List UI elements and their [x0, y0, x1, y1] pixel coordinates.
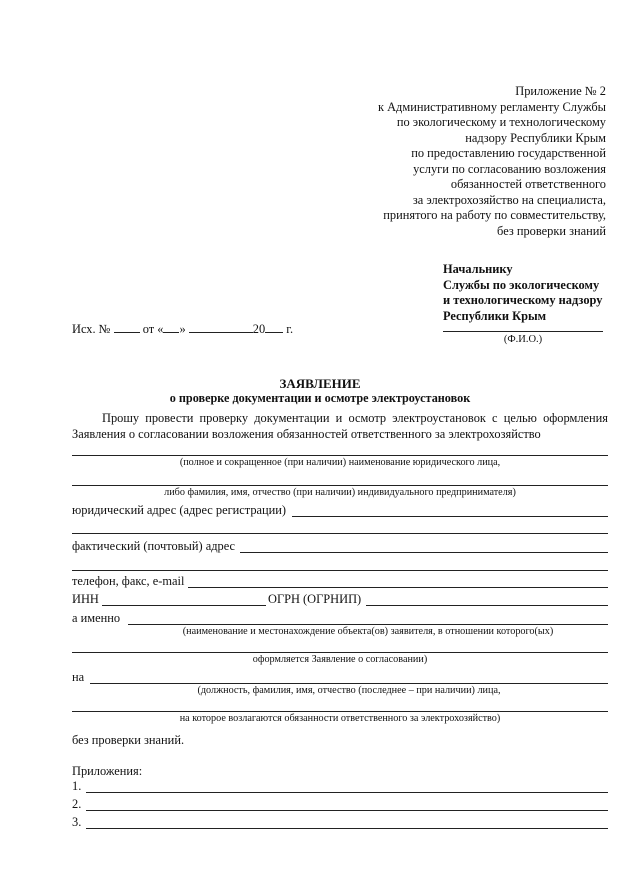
caption-name-2: либо фамилия, имя, отчество (при наличии) индивидуального предпринимателя) [164, 487, 516, 498]
inn-field[interactable] [102, 605, 266, 606]
annex-field-3[interactable] [86, 828, 608, 829]
actual-address-field-2[interactable] [72, 570, 608, 571]
month-field[interactable] [189, 320, 253, 333]
on-label: на [72, 670, 85, 684]
caption-name-1: (полное и сокращенное (при наличии) наименование юридического лица, [179, 457, 501, 468]
day-field[interactable] [163, 320, 179, 333]
object-field[interactable] [128, 624, 608, 625]
appendix-line: обязанностей ответственного [450, 177, 606, 191]
year-field[interactable] [265, 320, 283, 333]
annex-field-2[interactable] [86, 810, 608, 811]
without-check-text: без проверки знаний. [72, 733, 185, 747]
legal-address-field[interactable] [292, 516, 608, 517]
caption-object-1: (наименование и местонахождение объекта(ов) заявителя, в отношении которого(ых) [182, 626, 554, 637]
inn-label: ИНН [72, 592, 99, 606]
ogrn-field[interactable] [366, 605, 608, 606]
outgoing-prefix: Исх. № [72, 322, 111, 336]
appendix-line: Приложение № 2 [515, 84, 606, 98]
close-quote: » [179, 322, 186, 336]
actual-address-field[interactable] [240, 552, 608, 553]
appendix-line: надзору Республики Крым [465, 130, 606, 145]
actual-address-label: фактический (почтовый) адрес [72, 539, 235, 553]
appendix-line: по предоставлению государственной [411, 146, 606, 160]
intro-paragraph: Прошу провести проверку документации и осмотр электроустановок с целью оформления Заявления о согласовании возложения обязанностей ответственного за электрохозяйство [72, 411, 608, 441]
addressee-line: и технологическому надзору [443, 293, 603, 307]
outgoing-number-line [72, 320, 293, 337]
ogrn-label: ОГРН (ОГРНИП) [268, 592, 362, 606]
fio-field[interactable] [443, 331, 603, 332]
annex-number: 3. [72, 815, 82, 829]
open-quote: « [157, 322, 164, 336]
person-field-2[interactable] [72, 711, 608, 712]
applicant-name-field-2[interactable] [72, 485, 608, 486]
caption-object-2: оформляется Заявление о согласовании) [252, 654, 428, 665]
contacts-label: телефон, факс, e-mail [72, 574, 185, 588]
annex-number: 2. [72, 797, 82, 811]
contacts-field[interactable] [188, 587, 608, 588]
appendix-line: к Административному регламенту Службы [377, 99, 606, 114]
caption-person-2: на которое возлагаются обязанности ответственного за электрохозяйство) [179, 713, 501, 724]
person-field[interactable] [90, 683, 608, 684]
outgoing-from: от [142, 322, 155, 336]
document-subtitle: о проверке документации и осмотре электроустановок [169, 391, 471, 405]
annex-field-1[interactable] [86, 792, 608, 793]
addressee-line: Службы по экологическому [443, 277, 600, 292]
year-prefix: 20 [252, 322, 266, 336]
year-suffix: г. [286, 322, 294, 336]
annexes-title: Приложения: [72, 764, 143, 778]
applicant-name-field[interactable] [72, 455, 608, 456]
document-title: ЗАЯВЛЕНИЕ [279, 376, 361, 391]
legal-address-field-2[interactable] [72, 533, 608, 534]
appendix-line: за электрохозяйство на специалиста, [412, 192, 606, 207]
legal-address-label: юридический адрес (адрес регистрации) [72, 503, 287, 517]
fio-caption: (Ф.И.О.) [503, 334, 543, 345]
outgoing-number-field[interactable] [114, 320, 140, 333]
namely-label: а именно [72, 611, 121, 625]
appendix-line: по экологическому и технологическому [396, 115, 606, 129]
annex-number: 1. [72, 779, 82, 793]
appendix-line: без проверки знаний [497, 223, 606, 238]
addressee-block [443, 262, 602, 324]
appendix-header [316, 84, 606, 239]
caption-person-1: (должность, фамилия, имя, отчество (последнее – при наличии) лица, [197, 685, 501, 696]
addressee-line: Республики Крым [443, 308, 547, 323]
appendix-line: услуги по согласованию возложения [413, 161, 606, 176]
appendix-line: принятого на работу по совместительству, [383, 208, 606, 222]
addressee-line: Начальнику [443, 262, 513, 276]
object-field-2[interactable] [72, 652, 608, 653]
